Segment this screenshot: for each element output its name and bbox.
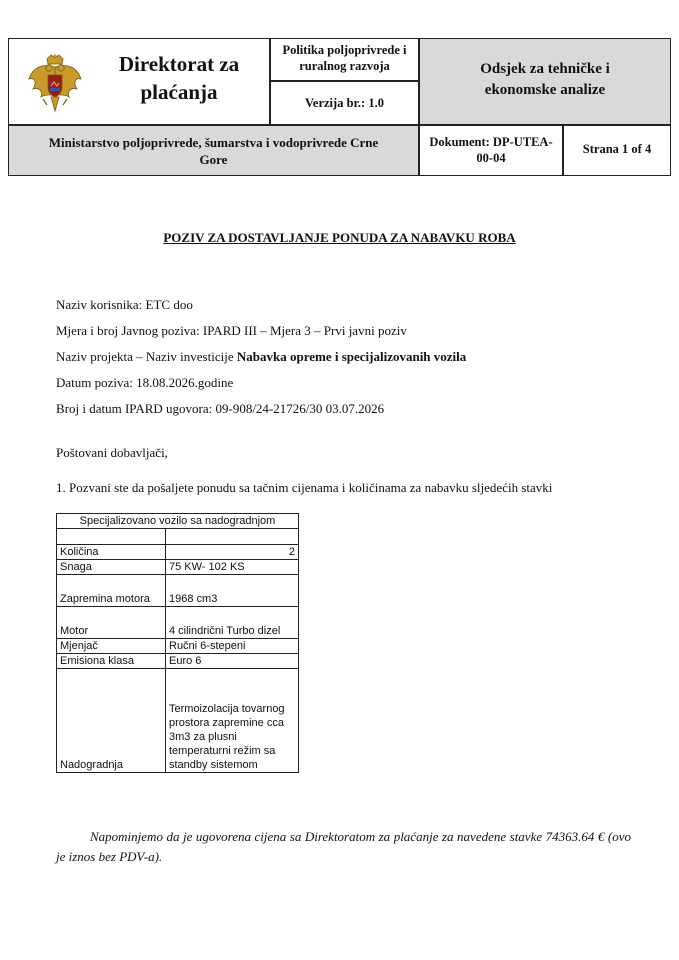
department-line2: ekonomske analize (484, 82, 606, 98)
document-id-cell (419, 125, 563, 176)
spec-value: 4 cilindrični Turbo dizel (166, 607, 299, 639)
spec-label: Količina (57, 545, 166, 560)
organization-name (99, 50, 259, 106)
document-header (8, 38, 671, 176)
page-number: Strana 1 of 4 (582, 142, 652, 156)
ministry-cell (8, 125, 419, 176)
organization-name-line2: plaćanja (140, 80, 218, 104)
spec-value: Euro 6 (166, 654, 299, 669)
document-id-line1: Dokument: DP-UTEA- (429, 135, 553, 149)
ministry-line1: Ministarstvo poljoprivrede, šumarstva i vodoprivrede Crne (48, 135, 379, 150)
greeting: Poštovani dobavljači, (56, 445, 168, 460)
beneficiary-line: Naziv korisnika: ETC doo (56, 297, 193, 312)
spec-table-title: Specijalizovano vozilo sa nadogradnjom (57, 514, 299, 529)
document-id-line2: 00-04 (476, 151, 506, 165)
document-title: POZIV ZA DOSTAVLJANJE PONUDA ZA NABAVKU ROBA (163, 230, 516, 245)
spec-value: Ručni 6-stepeni (166, 639, 299, 654)
spec-empty-cell (57, 529, 166, 545)
spec-label: Mjenjač (57, 639, 166, 654)
spec-label: Motor (57, 607, 166, 639)
spec-value: 75 KW- 102 KS (166, 560, 299, 575)
spec-label: Emisiona klasa (57, 654, 166, 669)
date-line: Datum poziva: 18.08.2026.godine (56, 375, 234, 390)
policy-cell (270, 38, 419, 81)
spec-value: Termoizolacija tovarnog prostora zapremine cca 3m3 za plusni temperaturni režim sa standby sistemom (166, 669, 299, 773)
policy-line2: ruralnog razvoja (299, 59, 390, 73)
department-cell (419, 38, 671, 125)
spec-label: Nadogradnja (57, 669, 166, 773)
spec-value: 1968 cm3 (166, 575, 299, 607)
contract-line: Broj i datum IPARD ugovora: 09-908/24-21726/30 03.07.2026 (56, 401, 385, 416)
montenegro-crest-icon (25, 53, 85, 115)
version-label: Verzija br.: 1.0 (305, 96, 384, 110)
logo-cell (8, 38, 270, 125)
project-name: Nabavka opreme i specijalizovanih vozila (236, 349, 467, 364)
item-1-text: 1. Pozvani ste da pošaljete ponudu sa tačnim cijenama i količinama za nabavku sljedećih stavki (56, 480, 553, 495)
version-cell (270, 81, 419, 125)
price-note: Napominjemo da je ugovorena cijena sa Direktoratom za plaćanje za navedene stavke 74363.64 € (ovo je iznos bez PDV-a). (56, 829, 631, 864)
spec-empty-cell (166, 529, 299, 545)
project-line (56, 349, 466, 365)
organization-name-line1: Direktorat za (118, 52, 240, 76)
page-number-cell (563, 125, 671, 176)
spec-value: 2 (166, 545, 299, 560)
ministry-line2: Gore (199, 152, 228, 167)
measure-line: Mjera i broj Javnog poziva: IPARD III – Mjera 3 – Prvi javni poziv (56, 323, 407, 338)
spec-table (56, 513, 299, 773)
department-line1: Odsjek za tehničke i (480, 61, 610, 77)
spec-label: Zapremina motora (57, 575, 166, 607)
project-prefix: Naziv projekta – Naziv investicije (56, 349, 237, 364)
spec-label: Snaga (57, 560, 166, 575)
policy-line1: Politika poljoprivrede i (282, 43, 407, 57)
